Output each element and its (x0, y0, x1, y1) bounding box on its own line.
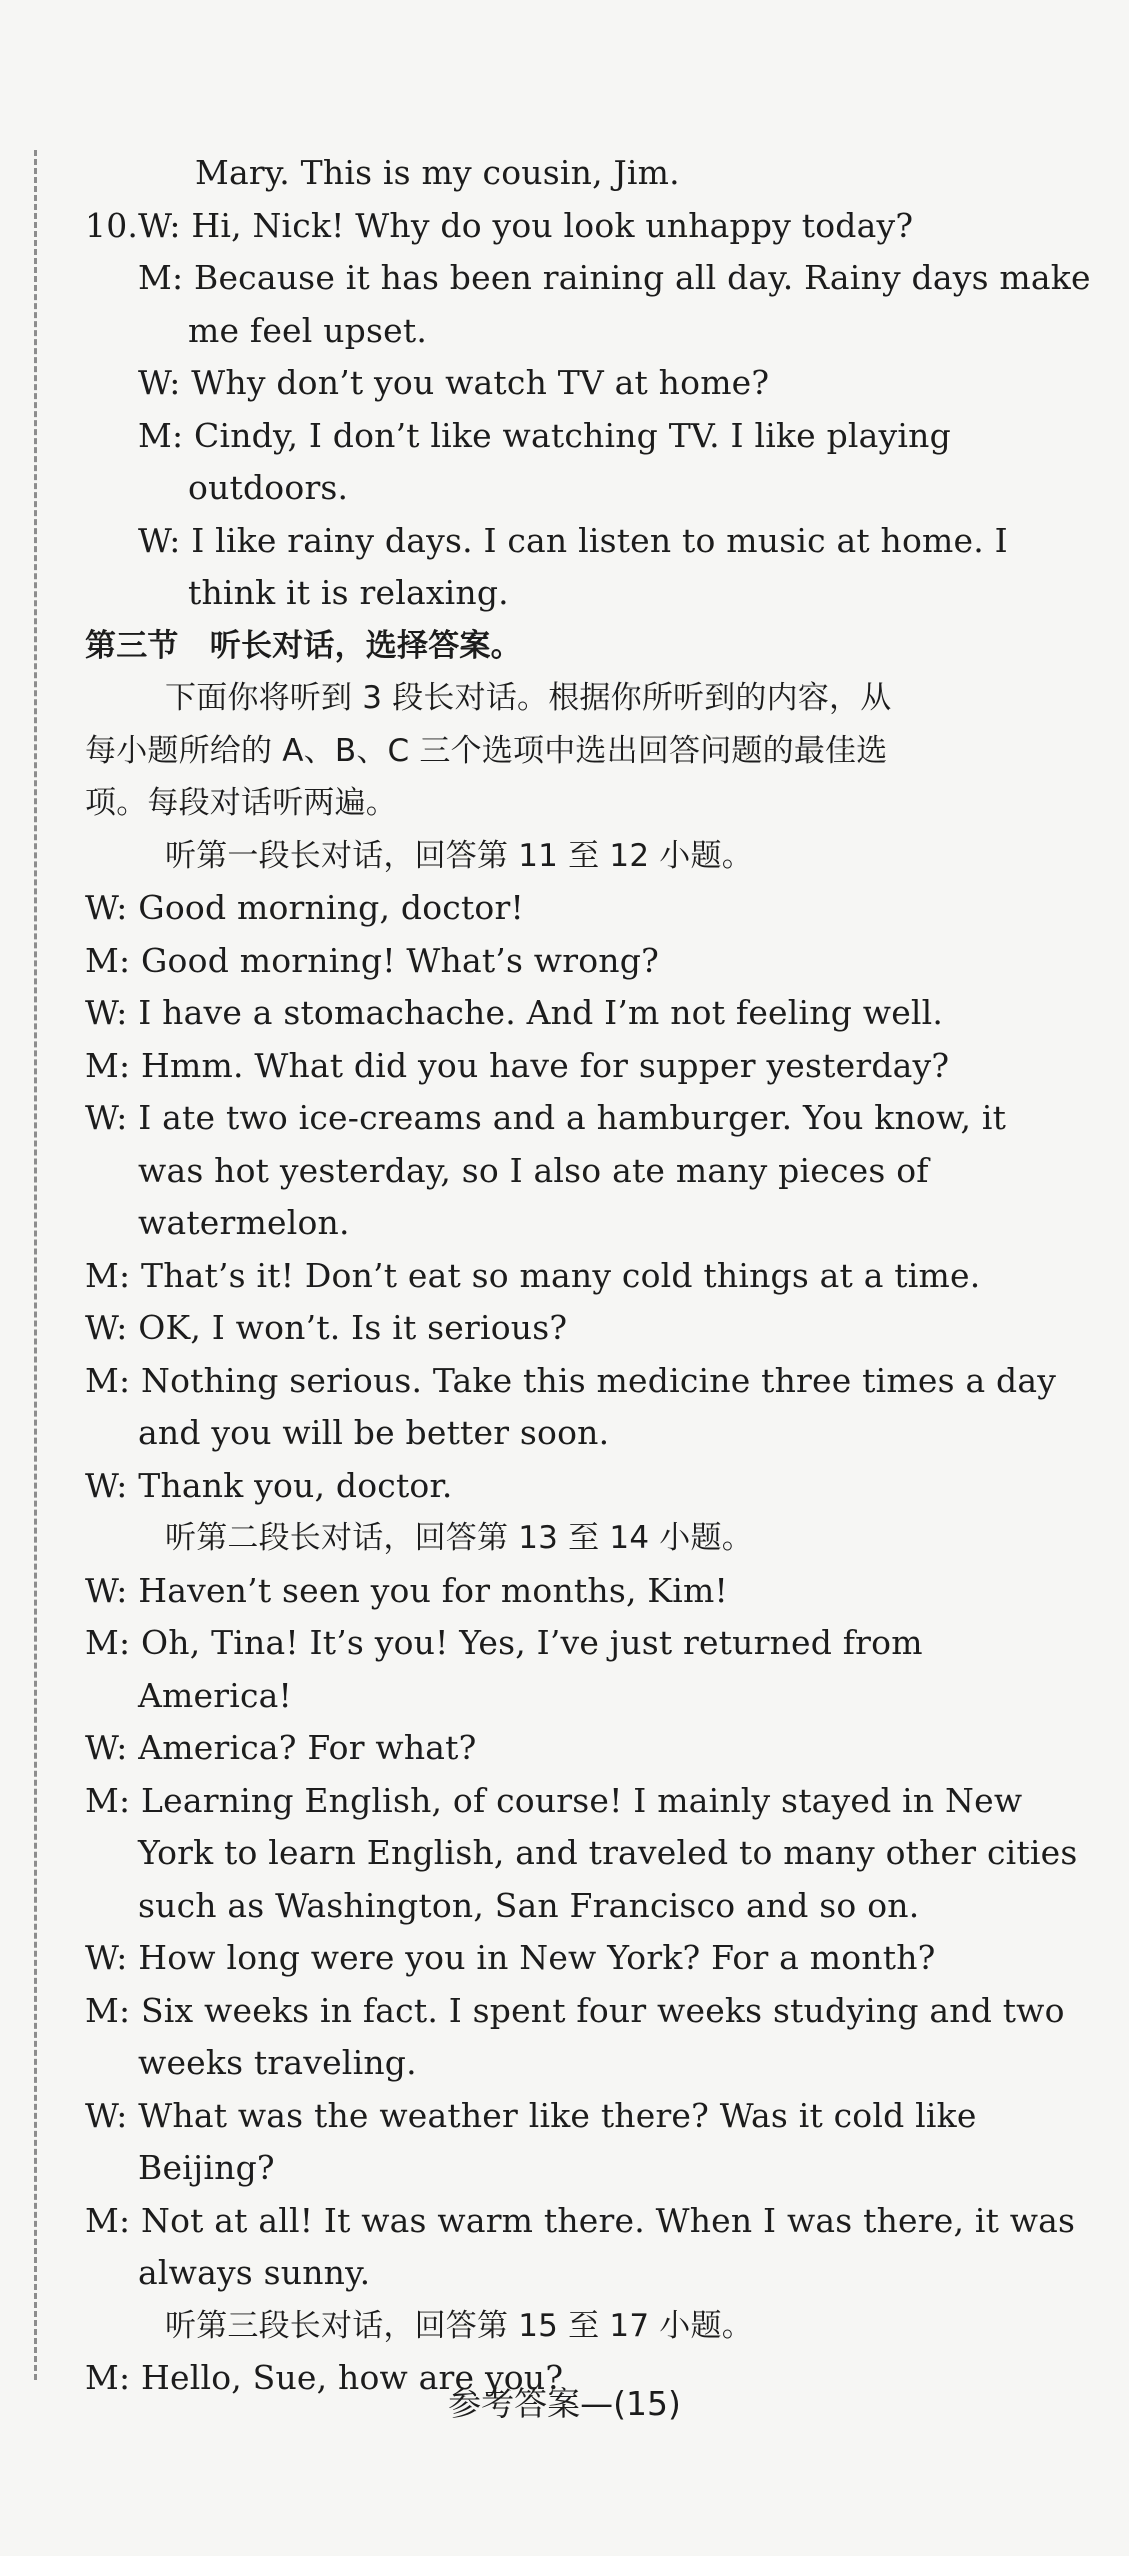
transcript (85, 147, 1091, 2405)
text-line: such as Washington, San Francisco and so on. (138, 1885, 920, 1925)
dialogue-line: M: Cindy, I don’t like watching TV. I like playing (138, 415, 951, 455)
dialogue-line: W: Thank you, doctor. (85, 1465, 453, 1505)
text-line: York to learn English, and traveled to many other cities (138, 1833, 1078, 1872)
dialogue-line: M: Hmm. What did you have for supper yesterday? (85, 1045, 950, 1085)
text-line: America! (138, 1675, 292, 1715)
text-line: me feel upset. (188, 310, 428, 350)
dialogue-line: M: Nothing serious. Take this medicine three times a day (85, 1360, 1057, 1400)
dialogue-line: W: I have a stomachache. And I’m not feeling well. (85, 993, 944, 1032)
text-line: Mary. This is my cousin, Jim. (195, 153, 680, 192)
text-line: outdoors. (188, 468, 349, 507)
section-heading: 第三节 听长对话，选择答案。 (85, 627, 522, 664)
dialogue-line: W: Good morning, doctor! (85, 888, 524, 927)
dialogue-line: M: Not at all! It was warm there. When I was there, it was (85, 2200, 1076, 2240)
dialogue-line: M: Because it has been raining all day. Rainy days make (138, 258, 1091, 297)
dialogue-line: W: What was the weather like there? Was it cold like (85, 2095, 977, 2135)
text-line: Beijing? (138, 2148, 275, 2187)
dialogue-line: M: Six weeks in fact. I spent four weeks studying and two (85, 1990, 1065, 2030)
text-line: was hot yesterday, so I also ate many pieces of (138, 1150, 929, 1190)
dialogue-heading: 听第三段长对话，回答第 15 至 17 小题。 (165, 2307, 753, 2344)
dialogue-line: W: I like rainy days. I can listen to music at home. I (138, 520, 1008, 560)
instruction-text: 项。每段对话听两遍。 (85, 785, 397, 821)
dialogue-line: W: America? For what? (85, 1728, 477, 1767)
dialogue-line: W: How long were you in New York? For a month? (85, 1938, 936, 1977)
dialogue-line: M: Hello, Sue, how are you? (85, 2358, 564, 2397)
dialogue-line: W: Why don’t you watch TV at home? (138, 363, 770, 402)
dialogue-line: M: That’s it! Don’t eat so many cold things at a time. (85, 1255, 981, 1295)
cut-line (34, 150, 37, 2380)
dialogue-line: M: Good morning! What’s wrong? (85, 940, 659, 980)
dialogue-heading: 听第一段长对话，回答第 11 至 12 小题。 (165, 837, 753, 874)
text-line: always sunny. (138, 2253, 371, 2292)
dialogue-line: W: OK, I won’t. Is it serious? (85, 1308, 568, 1347)
text-line: weeks traveling. (138, 2043, 417, 2082)
text-line: watermelon. (138, 1203, 350, 1242)
instruction-text: 下面你将听到 3 段长对话。根据你所听到的内容，从 (165, 680, 892, 716)
dialogue-line: M: Learning English, of course! I mainly stayed in New (85, 1780, 1023, 1820)
instruction-text: 每小题所给的 A、B、C 三个选项中选出回答问题的最佳选 (85, 732, 888, 769)
text-line: think it is relaxing. (188, 573, 509, 612)
dialogue-line: W: Haven’t seen you for months, Kim! (85, 1570, 728, 1610)
dialogue-line: M: Oh, Tina! It’s you! Yes, I’ve just returned from (85, 1623, 923, 1662)
dialogue-line: W: I ate two ice-creams and a hamburger. You know, it (85, 1098, 1007, 1137)
dialogue-line: 10.W: Hi, Nick! Why do you look unhappy today? (85, 205, 914, 245)
text-line: and you will be better soon. (138, 1413, 610, 1452)
page-footer: 参考答案—(15) (448, 2384, 681, 2423)
dialogue-heading: 听第二段长对话，回答第 13 至 14 小题。 (165, 1520, 753, 1556)
